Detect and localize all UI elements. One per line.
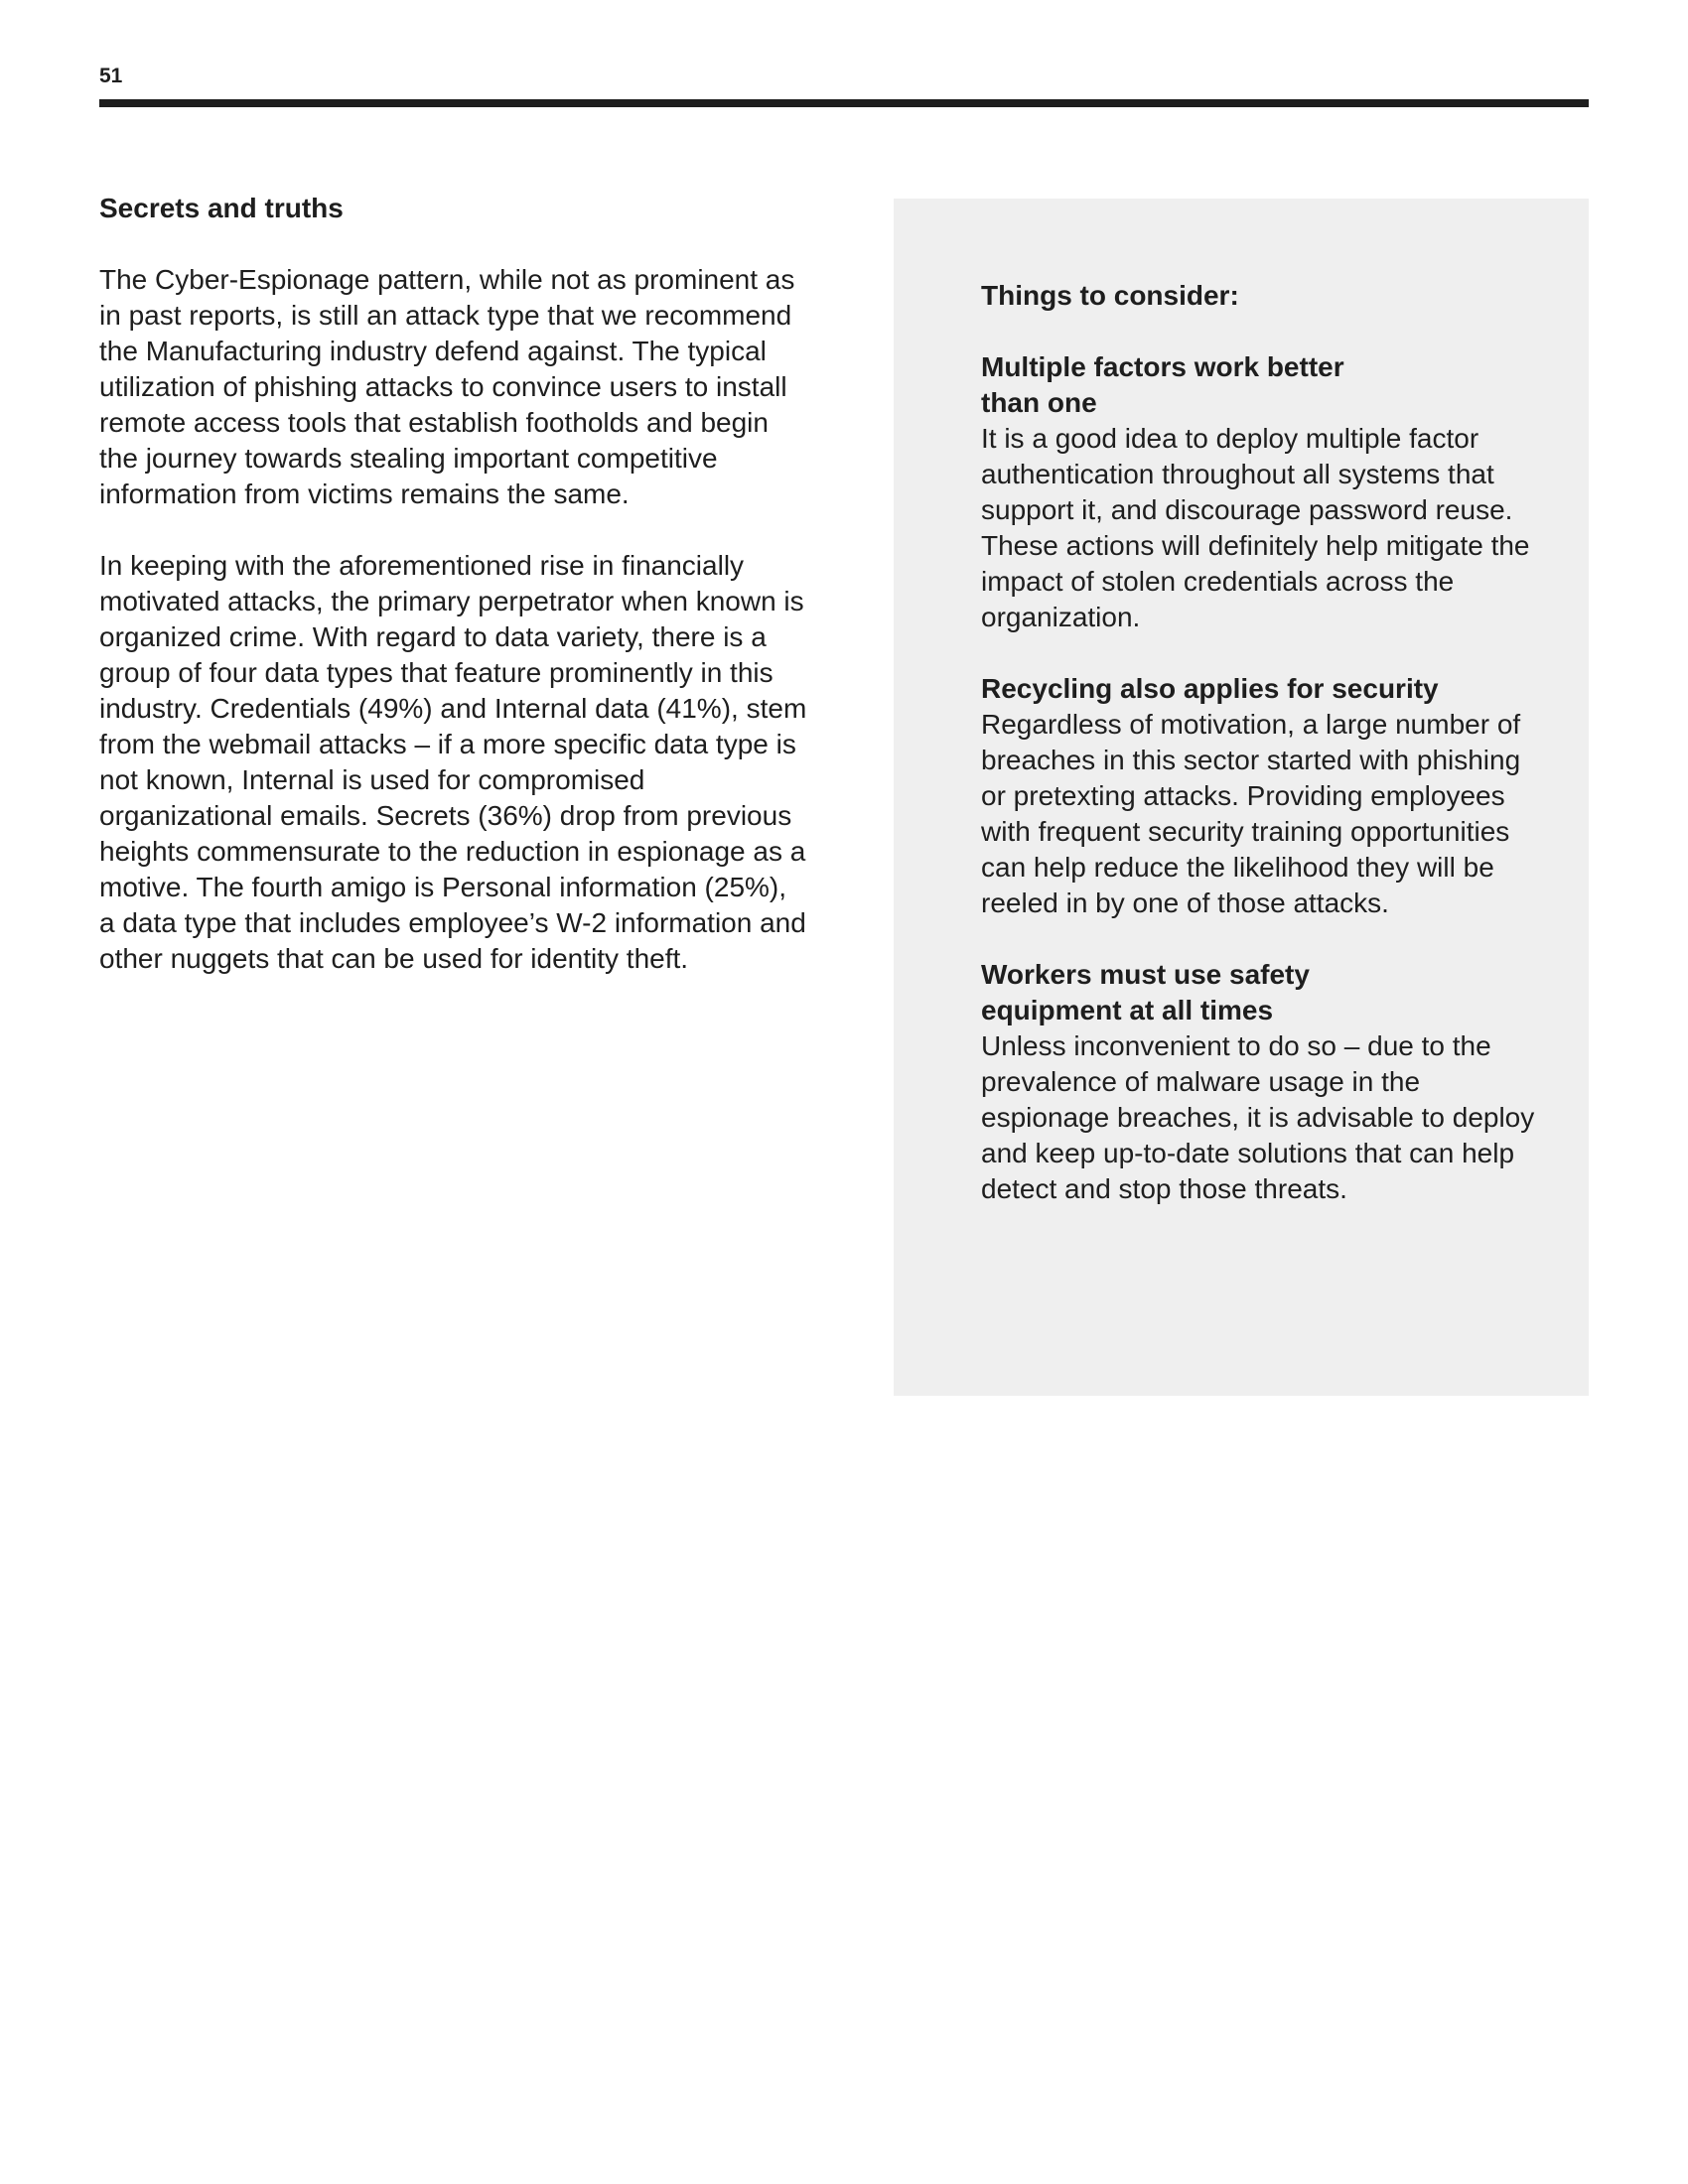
tip-body: Unless inconvenient to do so – due to the prevalence of malware usage in the espionage breaches, it is advisable to deploy and keep up-to-date solutions that can help detect and stop those threats. [981, 1030, 1535, 1204]
tip-title: Workers must use safety equipment at all times [981, 959, 1310, 1025]
things-to-consider-content [981, 278, 1537, 1243]
page-number: 51 [99, 65, 123, 87]
tip-body: Regardless of motivation, a large number of breaches in this sector started with phishing or pretexting attacks. Providing employees with frequent security training opportunities can help reduce the likelihood they will be reeled in by one of those attacks. [981, 709, 1521, 918]
body-paragraph: The Cyber-Espionage pattern, while not as prominent as in past reports, is still an attack type that we recommend the Manufacturing industry defend against. The typical utilization of phishing attacks to convince users to install remote access tools that establish footholds and begin the journey towards stealing important competitive information from victims remains the same. [99, 264, 795, 509]
things-to-consider-box [894, 199, 1589, 1396]
tip-item [981, 671, 1537, 921]
tip-body: It is a good idea to deploy multiple factor authentication throughout all systems that support it, and discourage password reuse. These actions will definitely help mitigate the impact of stolen credentials across the organization. [981, 423, 1530, 632]
tip-title: Multiple factors work better than one [981, 351, 1344, 418]
section-heading: Secrets and truths [99, 193, 344, 223]
main-column [99, 191, 809, 1013]
sidebar-heading: Things to consider: [981, 280, 1239, 311]
tip-item [981, 349, 1537, 635]
body-paragraph: In keeping with the aforementioned rise in financially motivated attacks, the primary perpetrator when known is organized crime. With regard to data variety, there is a group of four data types that feature prominently in this industry. Credentials (49%) and Internal data (41%), stem from the webmail attacks – if a more specific data type is not known, Internal is used for compromised organizational emails. Secrets (36%) drop from previous heights commensurate to the reduction in espionage as a motive. The fourth amigo is Personal information (25%), a data type that includes employee’s W-2 information and other nuggets that can be used for identity theft. [99, 550, 807, 974]
tip-item [981, 957, 1537, 1207]
tip-title: Recycling also applies for security [981, 673, 1439, 704]
header-rule [99, 99, 1589, 107]
